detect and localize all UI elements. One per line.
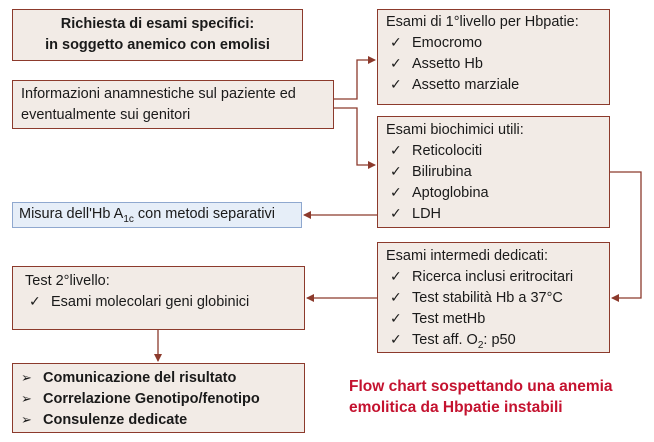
intermediate-item-methb: ✓ Test metHb xyxy=(386,309,609,330)
flow-title-line-2: emolitica da Hbpatie instabili xyxy=(349,399,563,416)
biochemical-item-ldh: ✓ LDH xyxy=(386,204,609,225)
flow-title-line-1: Flow chart sospettando una anemia xyxy=(349,378,613,395)
first-level-item-assetto-hb: ✓ Assetto Hb xyxy=(386,54,609,75)
request-line-1: Richiesta di esami specifici: xyxy=(60,16,255,32)
results-item-consulenze: ➢ Consulenze dedicate xyxy=(17,410,304,431)
second-level-item-molecolari: ✓ Esami molecolari geni globinici xyxy=(25,292,304,313)
biochemical-title: Esami biochimici utili: xyxy=(386,122,524,138)
first-level-item-assetto-marziale: ✓ Assetto marziale xyxy=(386,75,609,96)
arrow-biochemical-to-intermediate xyxy=(610,172,641,298)
affinita-suffix: : p50 xyxy=(483,332,516,348)
biochemical-item-bilirubina: ✓ Bilirubina xyxy=(386,162,609,183)
first-level-title: Esami di 1°livello per Hbpatie: xyxy=(386,14,579,30)
second-level-title: Test 2°livello: xyxy=(25,273,110,289)
hba1c-prefix: Misura dell'Hb A xyxy=(19,206,124,222)
anamnesis-line-1: Informazioni anamnestiche sul paziente ed xyxy=(21,86,296,102)
first-level-item-emocromo: ✓ Emocromo xyxy=(386,33,609,54)
intermediate-title: Esami intermedi dedicati: xyxy=(386,248,548,264)
hba1c-suffix: con metodi separativi xyxy=(133,206,275,222)
intermediate-item-stabilita: ✓ Test stabilità Hb a 37°C xyxy=(386,288,609,309)
biochemical-item-aptoglobina: ✓ Aptoglobina xyxy=(386,183,609,204)
affinita-prefix: Test aff. O xyxy=(412,332,478,348)
hba1c-subscript: 1c xyxy=(123,213,134,225)
affinita-subscript: 2 xyxy=(477,339,484,351)
results-item-correlazione: ➢ Correlazione Genotipo/fenotipo xyxy=(17,389,304,410)
arrow-anamnesis-to-biochemical xyxy=(334,108,375,165)
results-item-comunicazione: ➢ Comunicazione del risultato xyxy=(17,368,304,389)
arrow-anamnesis-to-first-level xyxy=(334,60,375,99)
request-line-2: in soggetto anemico con emolisi xyxy=(45,37,270,53)
biochemical-item-reticolociti: ✓ Reticolociti xyxy=(386,141,609,162)
anamnesis-line-2: eventualmente sui genitori xyxy=(21,107,191,123)
intermediate-item-inclusi: ✓ Ricerca inclusi eritrocitari xyxy=(386,267,609,288)
